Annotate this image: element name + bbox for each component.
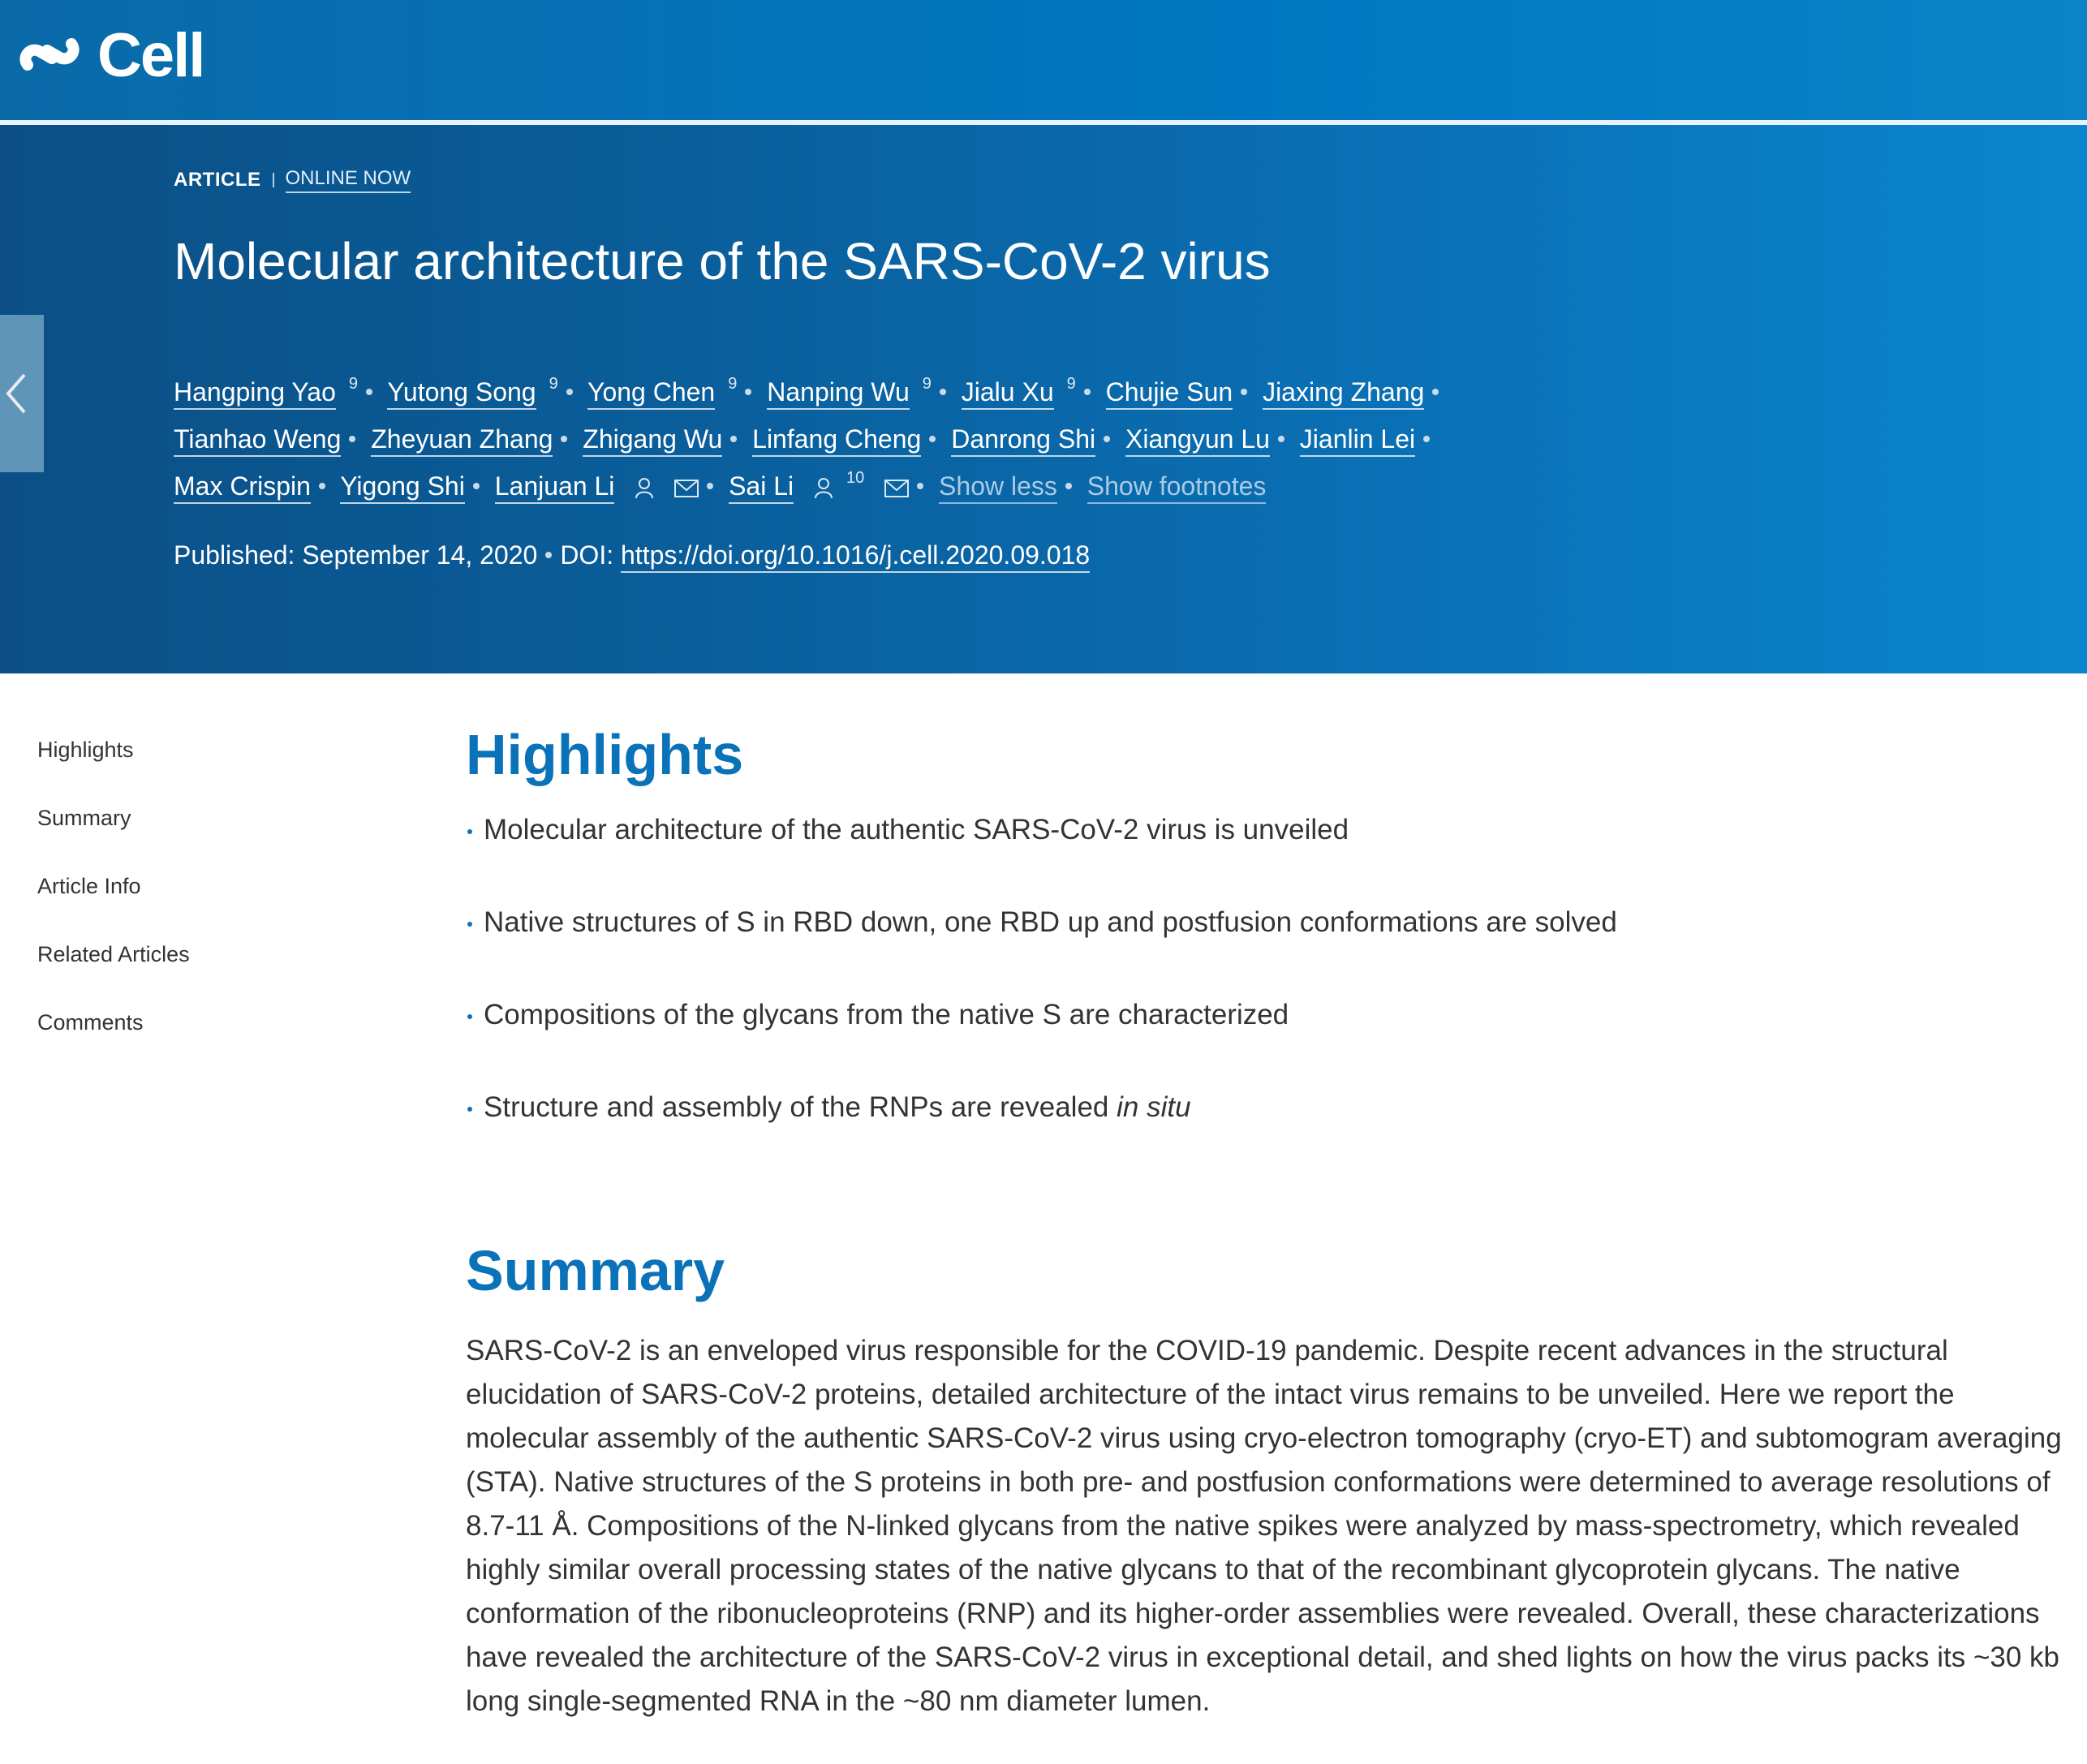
separator-dot: [366, 389, 372, 395]
author-link[interactable]: Yong Chen: [587, 377, 715, 410]
email-icon[interactable]: [884, 480, 909, 497]
author-link[interactable]: Yigong Shi: [340, 471, 465, 504]
author-link[interactable]: Sai Li: [729, 471, 794, 504]
top-bar: [0, 0, 2087, 120]
author-link[interactable]: Tianhao Weng: [174, 424, 341, 457]
author-link[interactable]: Jianlin Lei: [1300, 424, 1415, 457]
article-meta: [174, 167, 411, 193]
highlight-text: Native structures of S in RBD down, one RBD up and postfusion conformations are solved: [484, 906, 1617, 938]
author-link[interactable]: Danrong Shi: [951, 424, 1095, 457]
separator-dot: [745, 389, 751, 395]
author-footnote[interactable]: 9: [348, 375, 358, 393]
article-header: [0, 125, 2087, 673]
nav-item-highlights[interactable]: Highlights: [37, 738, 134, 762]
author-link[interactable]: Zheyuan Zhang: [371, 424, 553, 457]
highlights-list: [466, 811, 2064, 1181]
author-link[interactable]: Jiaxing Zhang: [1263, 377, 1424, 410]
highlight-italic-text: in situ: [1117, 1091, 1191, 1123]
brand-name[interactable]: Cell: [97, 21, 204, 90]
author-link[interactable]: Nanping Wu: [767, 377, 910, 410]
separator-dot: [1423, 436, 1430, 442]
nav-item-comments[interactable]: Comments: [37, 1010, 144, 1035]
highlight-item: [466, 1089, 2064, 1181]
author-link[interactable]: Linfang Cheng: [752, 424, 921, 457]
separator-dot: [566, 389, 573, 395]
separator-dot: [940, 389, 946, 395]
author-footnote[interactable]: 9: [549, 375, 558, 393]
nav-item-article-info[interactable]: Article Info: [37, 874, 141, 898]
separator-dot: [917, 483, 923, 489]
meta-separator: [273, 173, 274, 187]
author-link[interactable]: Chujie Sun: [1106, 377, 1233, 410]
separator-dot: [707, 483, 713, 489]
separator-dot: [545, 552, 552, 558]
separator-dot: [1432, 389, 1439, 395]
highlights-heading: Highlights: [466, 723, 744, 786]
article-type: ARTICLE: [174, 169, 261, 191]
email-icon[interactable]: [674, 480, 699, 497]
summary-heading: Summary: [466, 1239, 725, 1302]
doi-link[interactable]: https://doi.org/10.1016/j.cell.2020.09.018: [621, 540, 1090, 573]
separator-dot: [561, 436, 567, 442]
online-now-link[interactable]: ONLINE NOW: [286, 167, 411, 193]
doi-label: DOI:: [560, 540, 614, 570]
separator-dot: [929, 436, 936, 442]
separator-dot: [1278, 436, 1284, 442]
author-link[interactable]: Yutong Song: [387, 377, 536, 410]
separator-dot: [349, 436, 355, 442]
author-link[interactable]: Jialu Xu: [962, 377, 1054, 410]
summary-paragraph: SARS-CoV-2 is an enveloped virus responsible for the COVID-19 pandemic. Despite recent advances in the structural elucidation of SARS-CoV-2 proteins, detailed architecture of the intact virus remains to be unveiled. Here we report the molecular assembly of the authentic SARS-CoV-2 virus using cryo-electron tomography (cryo-ET) and subtomogram averaging (STA). Native structures of the S proteins in both pre- and postfusion conformations were determined to average resolutions of 8.7-11 Å. Compositions of the N-linked glycans from the native spikes were analyzed by mass-spectrometry, which revealed highly similar overall processing states of the native glycans to that of the recombinant glycoprotein glycans. The native conformation of the ribonucleoproteins (RNP) and its higher-order assemblies were revealed. Overall, these characterizations have revealed the architecture of the SARS-CoV-2 virus in exceptional detail, and shed lights on how the virus packs its ~30 kb long single-segmented RNA in the ~80 nm diameter lumen.: [466, 1335, 2062, 1717]
highlight-text: Compositions of the glycans from the native S are characterized: [484, 999, 1289, 1030]
section-nav: [37, 734, 190, 1074]
separator-dot: [473, 483, 480, 489]
previous-article-tab[interactable]: [0, 315, 44, 472]
show-footnotes-link[interactable]: Show footnotes: [1087, 471, 1267, 504]
chevron-left-icon: [3, 372, 28, 415]
article-title: Molecular architecture of the SARS-CoV-2 virus: [174, 232, 1271, 290]
person-icon[interactable]: [635, 477, 654, 500]
person-icon[interactable]: [814, 477, 833, 500]
article-body: [466, 714, 2064, 1723]
author-footnote[interactable]: 9: [728, 375, 738, 393]
author-list: [174, 368, 1715, 510]
author-link[interactable]: Hangping Yao: [174, 377, 336, 410]
show-less-link[interactable]: Show less: [939, 471, 1057, 504]
author-link[interactable]: Xiangyun Lu: [1125, 424, 1270, 457]
separator-dot: [1241, 389, 1247, 395]
author-footnote[interactable]: 9: [922, 375, 932, 393]
highlight-item: [466, 996, 2064, 1089]
published-date: Published: September 14, 2020: [174, 540, 538, 570]
separator-dot: [1104, 436, 1110, 442]
highlight-text: Molecular architecture of the authentic SARS-CoV-2 virus is unveiled: [484, 814, 1349, 845]
separator-dot: [1084, 389, 1091, 395]
cell-logo-icon[interactable]: [16, 21, 83, 88]
separator-dot: [1065, 483, 1072, 489]
nav-item-related-articles[interactable]: Related Articles: [37, 942, 190, 966]
author-link[interactable]: Max Crispin: [174, 471, 311, 504]
separator-dot: [730, 436, 737, 442]
author-footnote[interactable]: 10: [846, 469, 865, 487]
separator-dot: [319, 483, 325, 489]
author-footnote[interactable]: 9: [1066, 375, 1076, 393]
highlight-text: Structure and assembly of the RNPs are revealed: [484, 1091, 1109, 1123]
highlight-item: [466, 811, 2064, 904]
publication-info: [174, 540, 1090, 570]
highlight-item: [466, 904, 2064, 996]
nav-item-summary[interactable]: Summary: [37, 806, 131, 830]
author-link[interactable]: Zhigang Wu: [583, 424, 722, 457]
author-link[interactable]: Lanjuan Li: [495, 471, 615, 504]
